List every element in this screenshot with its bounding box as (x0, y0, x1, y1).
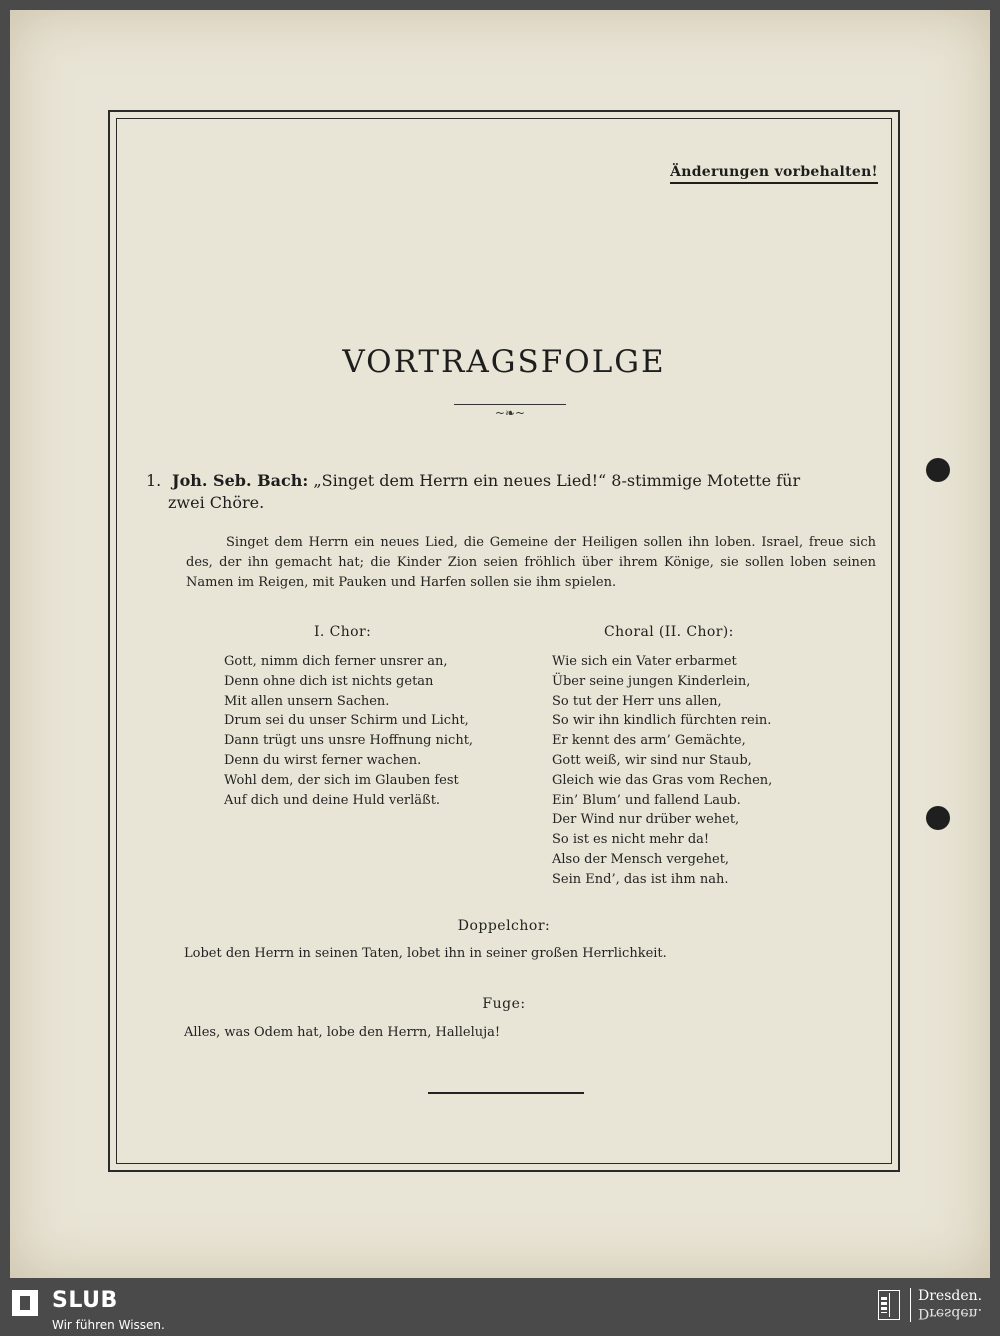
work-title-line2: zwei Chöre. (168, 493, 265, 512)
dresden-crest-icon (878, 1290, 900, 1320)
double-border-frame (108, 110, 900, 1172)
fuge-text: Alles, was Odem hat, lobe den Herrn, Halleluja! (184, 1025, 501, 1040)
verse-line: Ein’ Blum’ und fallend Laub. (552, 792, 741, 808)
doppelchor-heading: Doppelchor: (457, 918, 551, 934)
closing-rule (428, 1092, 584, 1094)
slub-logo-icon (12, 1290, 38, 1316)
verse-line: Dann trügt uns unsre Hoffnung nicht, (224, 733, 474, 749)
ornament-rule (454, 404, 566, 405)
verse-line: Gleich wie das Gras vom Rechen, (552, 772, 773, 788)
title-ornament (480, 404, 540, 422)
document-page (10, 10, 990, 1278)
verse-line: Gott, nimm dich ferner unsrer an, (224, 654, 448, 669)
doppelchor-text: Lobet den Herrn in seinen Taten, lobet ihn in seiner großen Herrlichkeit. (184, 946, 667, 961)
program-item-1 (146, 470, 878, 514)
verse-line: Drum sei du unser Schirm und Licht, (224, 713, 469, 729)
changes-reserved-notice: Änderungen vorbehalten! (670, 164, 878, 184)
verse-line: Gott weiß, wir sind nur Staub, (552, 752, 752, 768)
punch-hole-upper (926, 458, 950, 482)
slub-brand[interactable]: SLUB (52, 1288, 118, 1313)
verse-line: So tut der Herr uns allen, (552, 693, 722, 709)
fuge-heading: Fuge: (482, 996, 526, 1012)
chor1-heading: I. Chor: (314, 624, 372, 640)
slub-tagline: Wir führen Wissen. (52, 1318, 165, 1332)
intro-paragraph: Singet dem Herrn ein neues Lied, die Gemeine der Heiligen sollen ihn loben. Israel, freue sich des, der ihn gemacht hat; die Kinder Zion seien fröhlich über ihrem Könige, sie sollen loben seinen Namen im Reigen, mit Pauken und Harfen sollen sie ihm spielen. (186, 535, 876, 590)
verse-line: Mit allen unsern Sachen. (224, 693, 390, 709)
ornament-glyph: ~❧~ (494, 406, 526, 420)
verse-line: Über seine jungen Kinderlein, (552, 673, 751, 689)
item-number: 1. (146, 471, 162, 490)
work-title-line1: „Singet dem Herrn ein neues Lied!“ 8-stimmige Motette für (313, 471, 801, 490)
chor2-heading: Choral (II. Chor): (604, 624, 734, 640)
punch-hole-lower (926, 806, 950, 830)
verse-line: So wir ihn kindlich fürchten rein. (552, 713, 772, 729)
verse-line: Denn ohne dich ist nichts getan (224, 673, 434, 689)
verse-line: Der Wind nur drüber wehet, (552, 812, 740, 828)
verse-line: Wohl dem, der sich im Glauben fest (224, 772, 459, 788)
verse-line: Auf dich und deine Huld verläßt. (224, 792, 441, 808)
verse-line: So ist es nicht mehr da! (552, 832, 710, 848)
verse-line: Er kennt des arm’ Gemächte, (552, 733, 746, 749)
chor1-verse (224, 652, 473, 810)
verse-line: Sein End’, das ist ihm nah. (552, 871, 729, 887)
verse-line: Wie sich ein Vater erbarmet (552, 654, 737, 669)
composer: Joh. Seb. Bach: (172, 471, 309, 490)
verse-line: Also der Mensch vergehet, (552, 851, 730, 867)
footer-divider (910, 1288, 911, 1322)
dresden-label[interactable]: Dresden. (918, 1288, 983, 1304)
dresden-label-mirror: Dresden. (918, 1305, 983, 1321)
footer-bar (0, 1278, 1000, 1336)
verse-line: Denn du wirst ferner wachen. (224, 752, 422, 768)
program-title: VORTRAGSFOLGE (342, 344, 666, 380)
chor2-verse (552, 652, 772, 890)
